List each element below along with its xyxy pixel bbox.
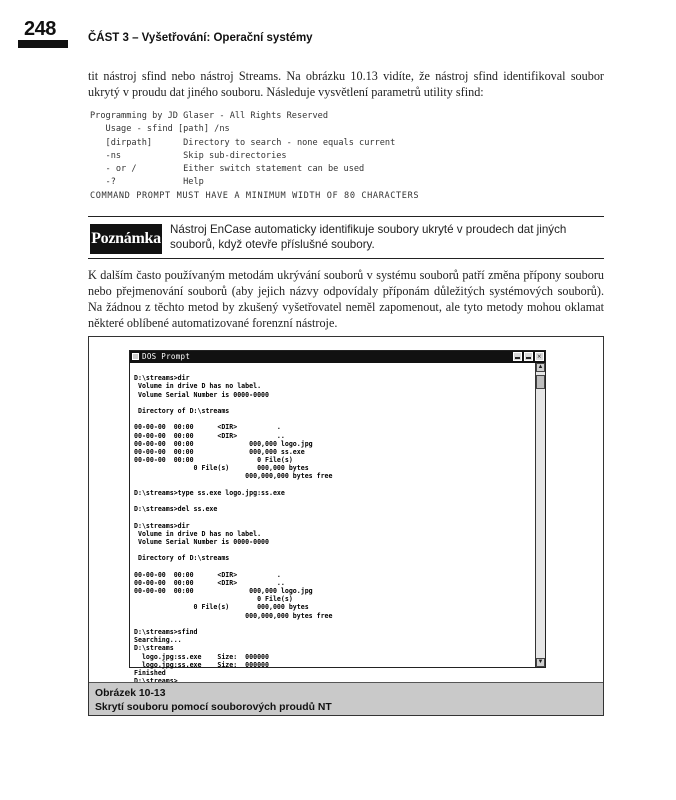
minimize-icon[interactable] (513, 352, 522, 361)
console-line: D:\streams>del ss.exe (134, 505, 218, 514)
page-number: 248 (24, 18, 56, 40)
console-output[interactable] (130, 363, 535, 677)
console-line (134, 497, 535, 505)
console-window-title: DOS Prompt (142, 352, 191, 361)
figure-frame (88, 336, 604, 716)
scroll-down-arrow-icon[interactable]: ▼ (537, 659, 544, 665)
code-block (90, 110, 610, 203)
console-line: Directory of D:\streams (134, 554, 230, 563)
chapter-title: ČÁST 3 – Vyšetřování: Operační systémy (88, 32, 313, 44)
maximize-icon[interactable] (524, 352, 533, 361)
vertical-scrollbar[interactable] (535, 363, 545, 667)
console-line: D:\streams>type ss.exe logo.jpg:ss.exe (134, 488, 285, 497)
code-line: -? Help (90, 177, 204, 188)
console-line (134, 481, 535, 489)
code-line: - or / Either switch statement can be used (90, 164, 365, 175)
console-line (134, 546, 535, 554)
console-line (134, 415, 535, 423)
console-line: Finished (134, 668, 166, 677)
console-line (134, 563, 535, 571)
close-icon[interactable] (535, 352, 544, 361)
console-line: 00-00-00 00:00 000,000 ss.exe (134, 447, 305, 456)
note-badge: Poznámka (90, 224, 162, 254)
console-line: 000,000,000 bytes free (134, 472, 333, 481)
code-line: Programming by JD Glaser - All Rights Reserved (90, 111, 328, 121)
console-line: Searching... (134, 636, 182, 645)
console-line: Volume in drive D has no label. (134, 529, 262, 538)
console-line: D:\streams>dir (134, 521, 190, 530)
console-line (134, 620, 535, 628)
console-line: Volume Serial Number is 0000-0000 (134, 390, 269, 399)
header-rule (18, 40, 68, 48)
console-line: logo.jpg:ss.exe Size: 000000 (134, 660, 269, 669)
console-line: 00-00-00 00:00 000,000 logo.jpg (134, 587, 313, 596)
figure-caption (89, 682, 603, 715)
console-window (129, 350, 546, 677)
note-rule-top (88, 216, 604, 217)
console-line: 00-00-00 00:00 <DIR> .. (134, 578, 285, 587)
code-line: [dirpath] Directory to search - none equals current (90, 137, 396, 148)
console-line: 00-00-00 00:00 0 File(s) (134, 456, 293, 465)
console-line: Volume in drive D has no label. (134, 382, 262, 391)
console-line: 0 File(s) 000,000 bytes (134, 464, 309, 473)
console-line: D:\streams>sfind (134, 628, 198, 636)
console-line (134, 399, 535, 407)
console-line: D:\streams (134, 644, 174, 653)
console-line: Directory of D:\streams (134, 406, 230, 415)
console-line: 00-00-00 00:00 000,000 logo.jpg (134, 439, 313, 448)
body-paragraph: K dalším často používaným metodám ukrývání souborů v systému souborů patří změna přípony souboru nebo přejmenování souborů (aby jejich názvy odpovídaly příponám důležitých systémových souborů). Na žádnou z těchto metod by zkušený vyšetřovatel neměl zapomenout, ale tyto metody mohou oklamat některé oblíbené automatizované forenzní nástroje. (88, 268, 604, 330)
console-line: D:\streams>dir (134, 374, 190, 383)
console-line (134, 513, 535, 521)
console-line: logo.jpg:ss.exe Size: 000000 (134, 652, 269, 661)
scroll-up-arrow-icon[interactable]: ▲ (537, 364, 544, 370)
console-line: 000,000,000 bytes free (134, 611, 333, 620)
console-line: 00-00-00 00:00 <DIR> . (134, 570, 281, 579)
code-line: COMMAND PROMPT MUST HAVE A MINIMUM WIDTH OF 80 CHARACTERS (90, 190, 420, 201)
console-line: 00-00-00 00:00 <DIR> .. (134, 431, 285, 440)
scroll-thumb[interactable] (536, 375, 545, 389)
code-line: Usage - sfind [path] /ns (90, 124, 230, 135)
console-titlebar[interactable] (130, 351, 545, 363)
figure-caption-text: Skrytí souboru pomocí souborových proudů NT (95, 702, 332, 713)
console-line: Volume Serial Number is 0000-0000 (134, 537, 269, 546)
note-text: Nástroj EnCase automaticky identifikuje soubory ukryté v proudech dat jiných souborů, když otevře příslušné soubory. (170, 223, 567, 251)
code-line: -ns Skip sub-directories (90, 150, 287, 161)
note-rule-bottom (88, 258, 604, 259)
console-line: 0 File(s) 000,000 bytes (134, 603, 309, 612)
console-line: 0 File(s) (134, 595, 293, 604)
console-line (134, 366, 535, 374)
figure-caption-label: Obrázek 10-13 (95, 688, 166, 699)
console-window-icon[interactable] (132, 353, 139, 360)
intro-paragraph: tit nástroj sfind nebo nástroj Streams. Na obrázku 10.13 vidíte, že nástroj sfind identifikoval soubor ukrytý v proudu dat jiného souboru. Následuje vysvětlení parametrů utility sfind: (88, 69, 604, 99)
console-line: 00-00-00 00:00 <DIR> . (134, 423, 281, 432)
